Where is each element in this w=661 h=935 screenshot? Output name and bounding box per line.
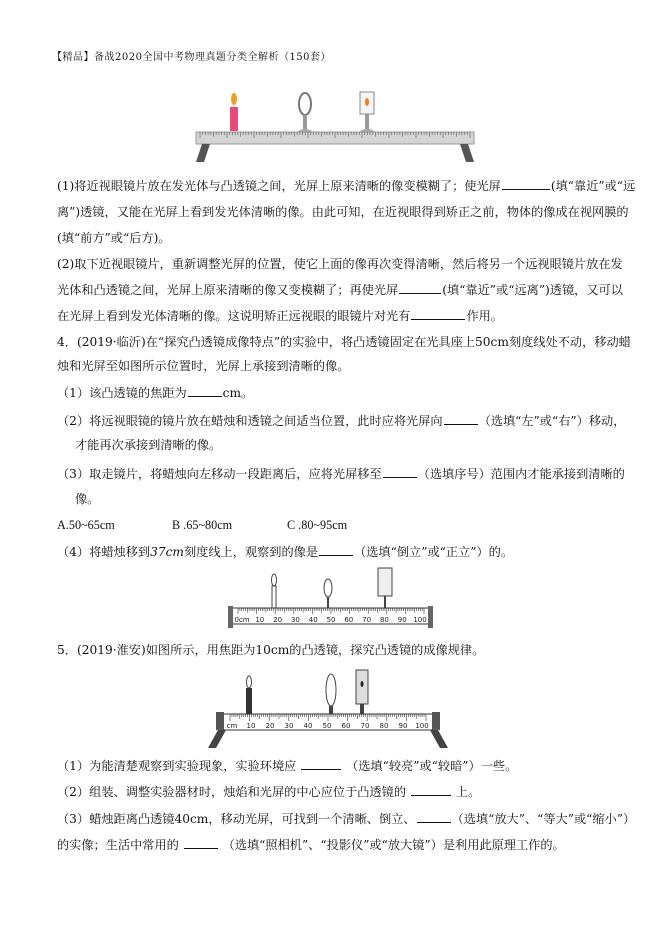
ruler-label: 10 (246, 722, 256, 730)
answer-blank[interactable] (184, 836, 218, 849)
q5-sub3: （3）蜡烛距离凸透镜40cm，移动光屏，可找到一个清晰、倒立、 （选填“放大”、“等大”或“缩小”） (57, 812, 636, 826)
ruler-label: 50 (322, 722, 332, 730)
ruler-label: 100 (415, 722, 429, 730)
q3-part1-line2: 离”)透镜，又能在光屏上看到发光体清晰的像。由此可知，在近视眼得到矫正之前，物体的像成在视网膜的 (57, 205, 629, 219)
q5-sub1: （1）为能清楚观察到实验现象，实验环境应 （选填“较亮”或“较暗”）一些。 (57, 759, 518, 773)
q4-sub3: （3）取走镜片，将蜡烛向左移动一段距离后，应将光屏移至 （选填序号）范围内才能承接到清晰的 (57, 467, 625, 481)
q4-sub2-line2: 才能再次承接到清晰的像。 (75, 438, 222, 452)
answer-blank[interactable] (399, 281, 441, 294)
q4-stem-line2: 烛和光屏至如图所示位置时，光屏上承接到清晰的像。 (57, 359, 350, 373)
ruler-label: 50 (326, 616, 336, 624)
ruler-label: 90 (398, 722, 408, 730)
ruler-label: 70 (360, 722, 370, 730)
ruler-label: 40 (303, 722, 313, 730)
answer-blank[interactable] (319, 543, 353, 556)
ruler-label: 20 (273, 616, 283, 624)
q4-sub2: （2）将远视眼镜的镜片放在蜡烛和透镜之间适当位置，此时应将光屏向 （选填“左”或“右”）移动， (57, 414, 626, 428)
q5-stem: 5．(2019·淮安)如图所示，用焦距为10cm的凸透镜，探究凸透镜的成像规律。 (57, 643, 485, 657)
option-c: C .80~95cm (287, 518, 348, 532)
convex-lens (299, 93, 311, 115)
ruler-label: cm (226, 722, 238, 730)
ruler-label: 60 (344, 616, 354, 624)
ruler-label: 60 (341, 722, 351, 730)
q5-sub3-line2: 的实像；生活中常用的 （选填“照相机”、“投影仪”或“放大镜”）是利用此原理工作的。 (57, 838, 565, 852)
q4-sub4: （4）将蜡烛移到37cm刻度线上，观察到的像是 （选填“倒立”或“正立”）的。 (57, 545, 514, 559)
q4-sub3-line2: 像。 (75, 492, 100, 506)
ruler-label: 90 (397, 616, 407, 624)
ruler-label: 70 (362, 616, 372, 624)
answer-blank[interactable] (301, 757, 341, 770)
option-a: A.50~65cm (57, 518, 115, 532)
answer-blank[interactable] (411, 307, 465, 320)
q5-sub2: （2）组装、调整实验器材时，烛焰和光屏的中心应位于凸透镜的 上。 (57, 785, 481, 799)
candle (230, 107, 238, 131)
page-header: 【精品】备战2020全国中考物理真题分类全解析（150套） (52, 52, 332, 63)
ruler-label: 0cm (234, 616, 250, 624)
q3-part2-line2: 光体和凸透镜之间，光屏上原来清晰的像又变模糊了；再使光屏 (填“靠近”或“远离”)透镜，又可以 (57, 283, 623, 297)
q4-stem-line1: 4．(2019·临沂)在“探究凸透镜成像特点”的实验中，将凸透镜固定在光具座上50cm刻度线处不动，移动蜡 (57, 335, 631, 349)
q3-part2-line1: (2)取下近视眼镜片，重新调整光屏的位置，使它上面的像再次变得清晰，然后将另一个远视眼镜片放在发 (57, 257, 623, 271)
answer-blank[interactable] (383, 465, 417, 478)
ruler-label: 30 (290, 616, 300, 624)
answer-blank[interactable] (444, 412, 478, 425)
ruler-label: 20 (265, 722, 275, 730)
optical-bench-figure-2 (228, 566, 433, 636)
ruler-label: 10 (255, 616, 265, 624)
answer-blank[interactable] (411, 783, 451, 796)
q3-part1: (1)将近视眼镜片放在发光体与凸透镜之间，光屏上原来清晰的像变模糊了；使光屏 (填“靠近”或“远 (57, 179, 636, 193)
ruler-label: 80 (379, 722, 389, 730)
candle-flame (231, 93, 237, 105)
ruler-label: 40 (308, 616, 318, 624)
answer-blank[interactable] (188, 384, 222, 397)
answer-blank[interactable] (502, 177, 550, 190)
q3-part1-line3: (填“前方”或“后方)。 (57, 231, 171, 245)
q4-sub1: （1）该凸透镜的焦距为 cm。 (57, 386, 254, 400)
ruler-label: 80 (379, 616, 389, 624)
optical-bench-figure-3 (208, 668, 448, 750)
ruler-label: 30 (284, 722, 294, 730)
answer-blank[interactable] (417, 810, 451, 823)
q3-part2-line3: 在光屏上看到发光体清晰的像。这说明矫正远视眼的眼镜片对光有 作用。 (57, 309, 503, 323)
ruler-label: 100 (413, 616, 427, 624)
optical-bench-figure-1 (190, 88, 480, 162)
option-b: B .65~80cm (172, 518, 233, 532)
